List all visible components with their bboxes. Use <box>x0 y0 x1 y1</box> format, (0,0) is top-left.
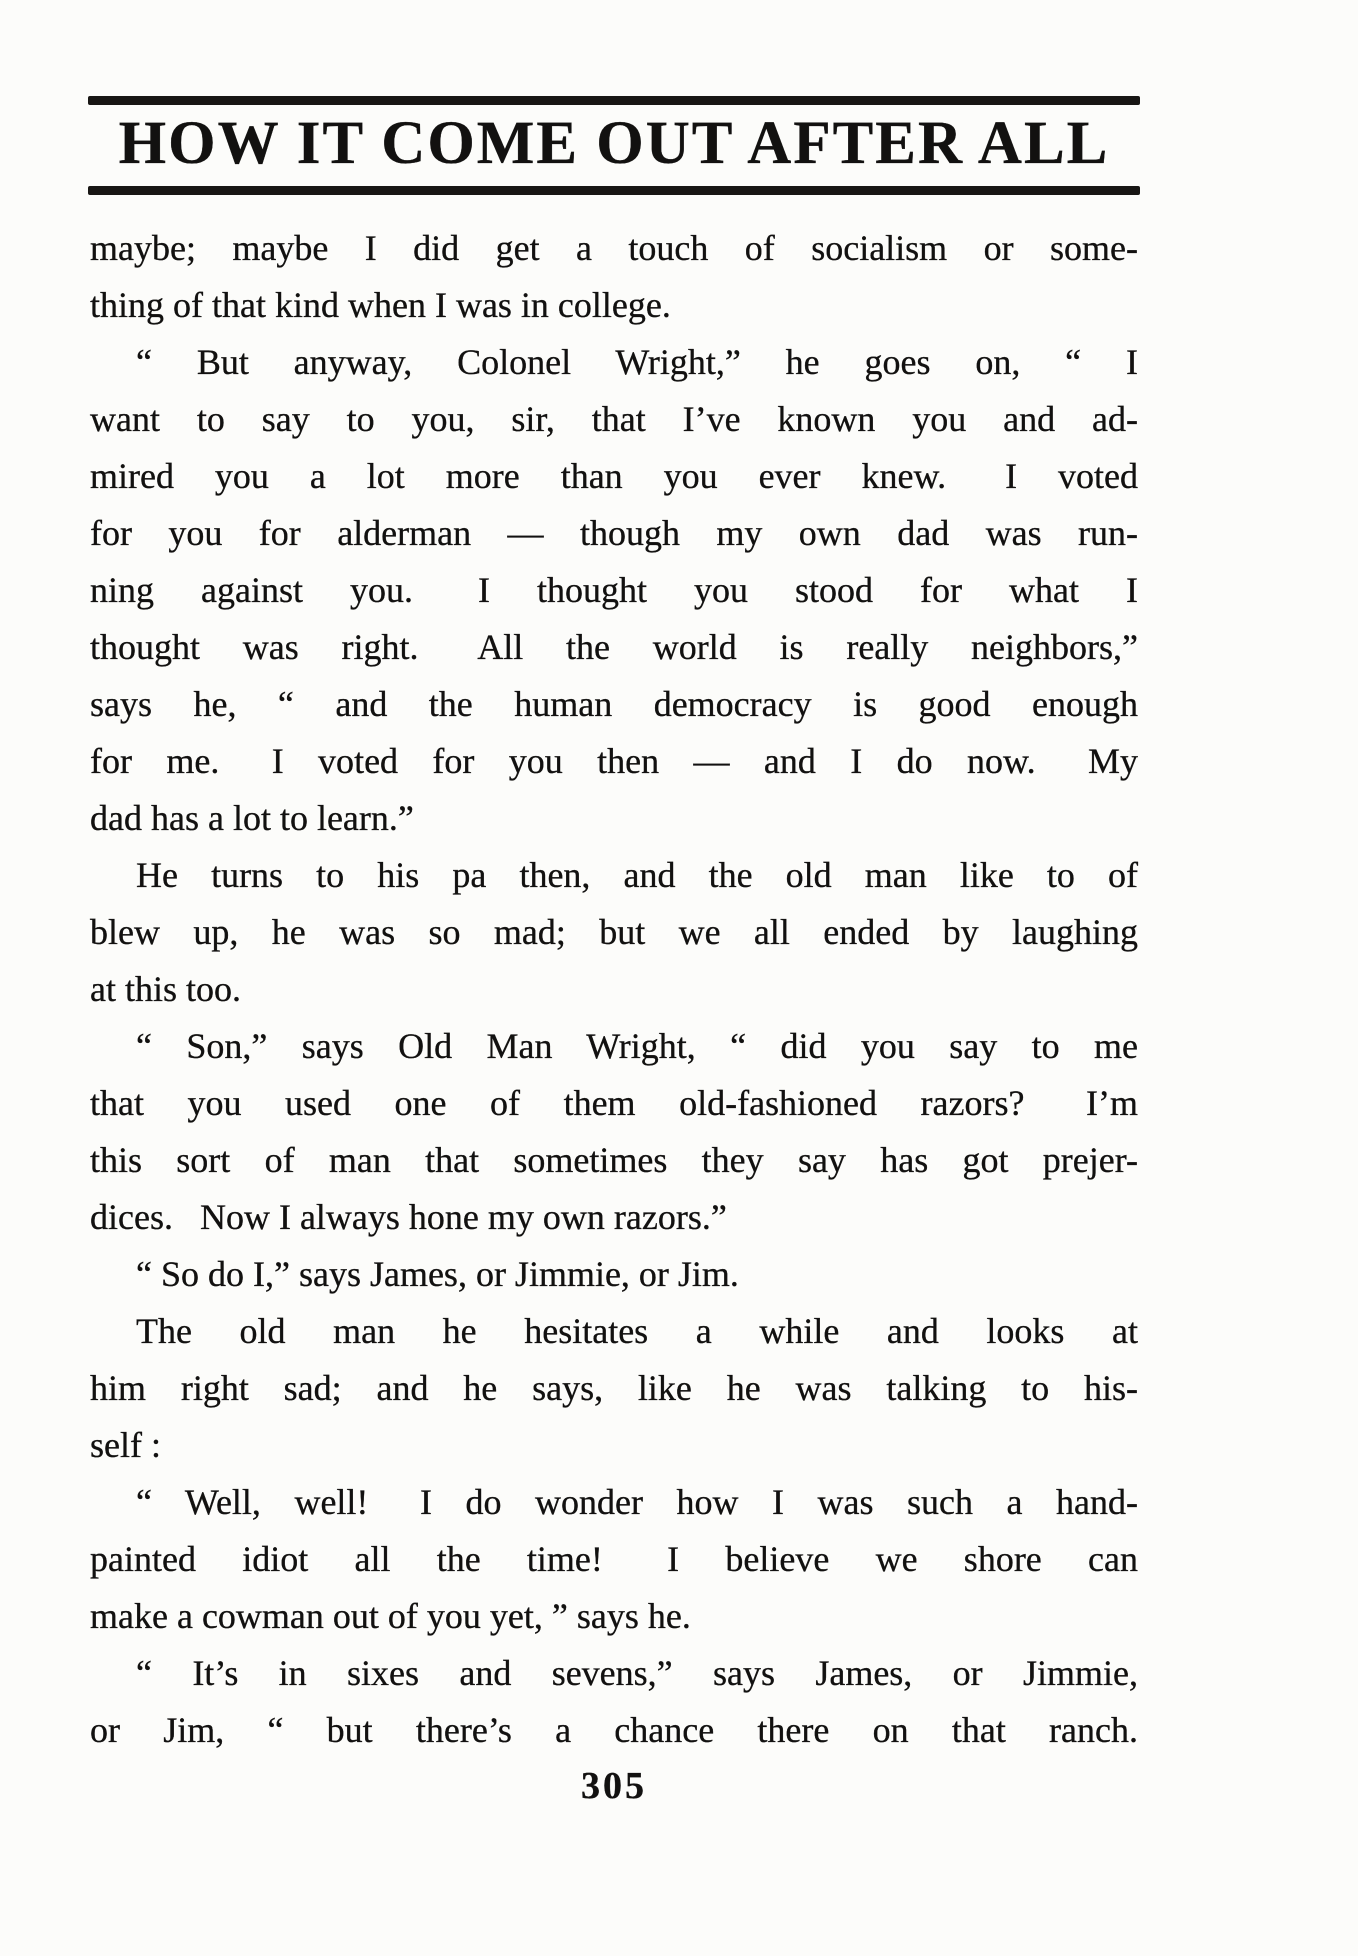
page-number: 305 <box>581 1765 647 1807</box>
text-line: at this too. <box>90 969 241 1009</box>
text-line: for you for alderman — though my own dad was run- <box>90 513 1138 553</box>
text-line: want to say to you, sir, that I’ve known you and ad- <box>90 399 1138 439</box>
text-line: “ So do I,” says James, or Jimmie, or Jim. <box>136 1254 739 1294</box>
body-text <box>90 220 1138 1759</box>
text-line: says he, “ and the human democracy is good enough <box>90 684 1138 724</box>
text-line: him right sad; and he says, like he was talking to his- <box>90 1368 1138 1408</box>
text-line: The old man he hesitates a while and looks at <box>136 1311 1138 1351</box>
text-line: maybe; maybe I did get a touch of socialism or some- <box>90 228 1138 268</box>
text-line: “ But anyway, Colonel Wright,” he goes on, “ I <box>136 342 1138 382</box>
text-line: that you used one of them old-fashioned razors? I’m <box>90 1083 1138 1123</box>
text-line: for me. I voted for you then — and I do now. My <box>90 741 1138 781</box>
text-line: painted idiot all the time! I believe we shore can <box>90 1539 1138 1579</box>
text-line: “ Son,” says Old Man Wright, “ did you say to me <box>136 1026 1138 1066</box>
text-line: dices. Now I always hone my own razors.” <box>90 1197 727 1237</box>
text-line: or Jim, “ but there’s a chance there on that ranch. <box>90 1710 1138 1750</box>
text-line: dad has a lot to learn.” <box>90 798 414 838</box>
text-line: self : <box>90 1425 161 1465</box>
text-line: make a cowman out of you yet, ” says he. <box>90 1596 691 1636</box>
text-line: ning against you. I thought you stood for what I <box>90 570 1138 610</box>
text-line: mired you a lot more than you ever knew. I voted <box>90 456 1138 496</box>
chapter-title: HOW IT COME OUT AFTER ALL <box>118 110 1110 177</box>
text-line: thing of that kind when I was in college. <box>90 285 671 325</box>
text-line: He turns to his pa then, and the old man like to of <box>136 855 1138 895</box>
text-line: thought was right. All the world is really neighbors,” <box>90 627 1138 667</box>
text-line: blew up, he was so mad; but we all ended by laughing <box>90 912 1138 952</box>
text-line: “ It’s in sixes and sevens,” says James, or Jimmie, <box>136 1653 1138 1693</box>
text-line: this sort of man that sometimes they say has got prejer- <box>90 1140 1138 1180</box>
header-rule-bottom <box>88 186 1140 195</box>
text-line: “ Well, well! I do wonder how I was such a hand- <box>136 1482 1138 1522</box>
